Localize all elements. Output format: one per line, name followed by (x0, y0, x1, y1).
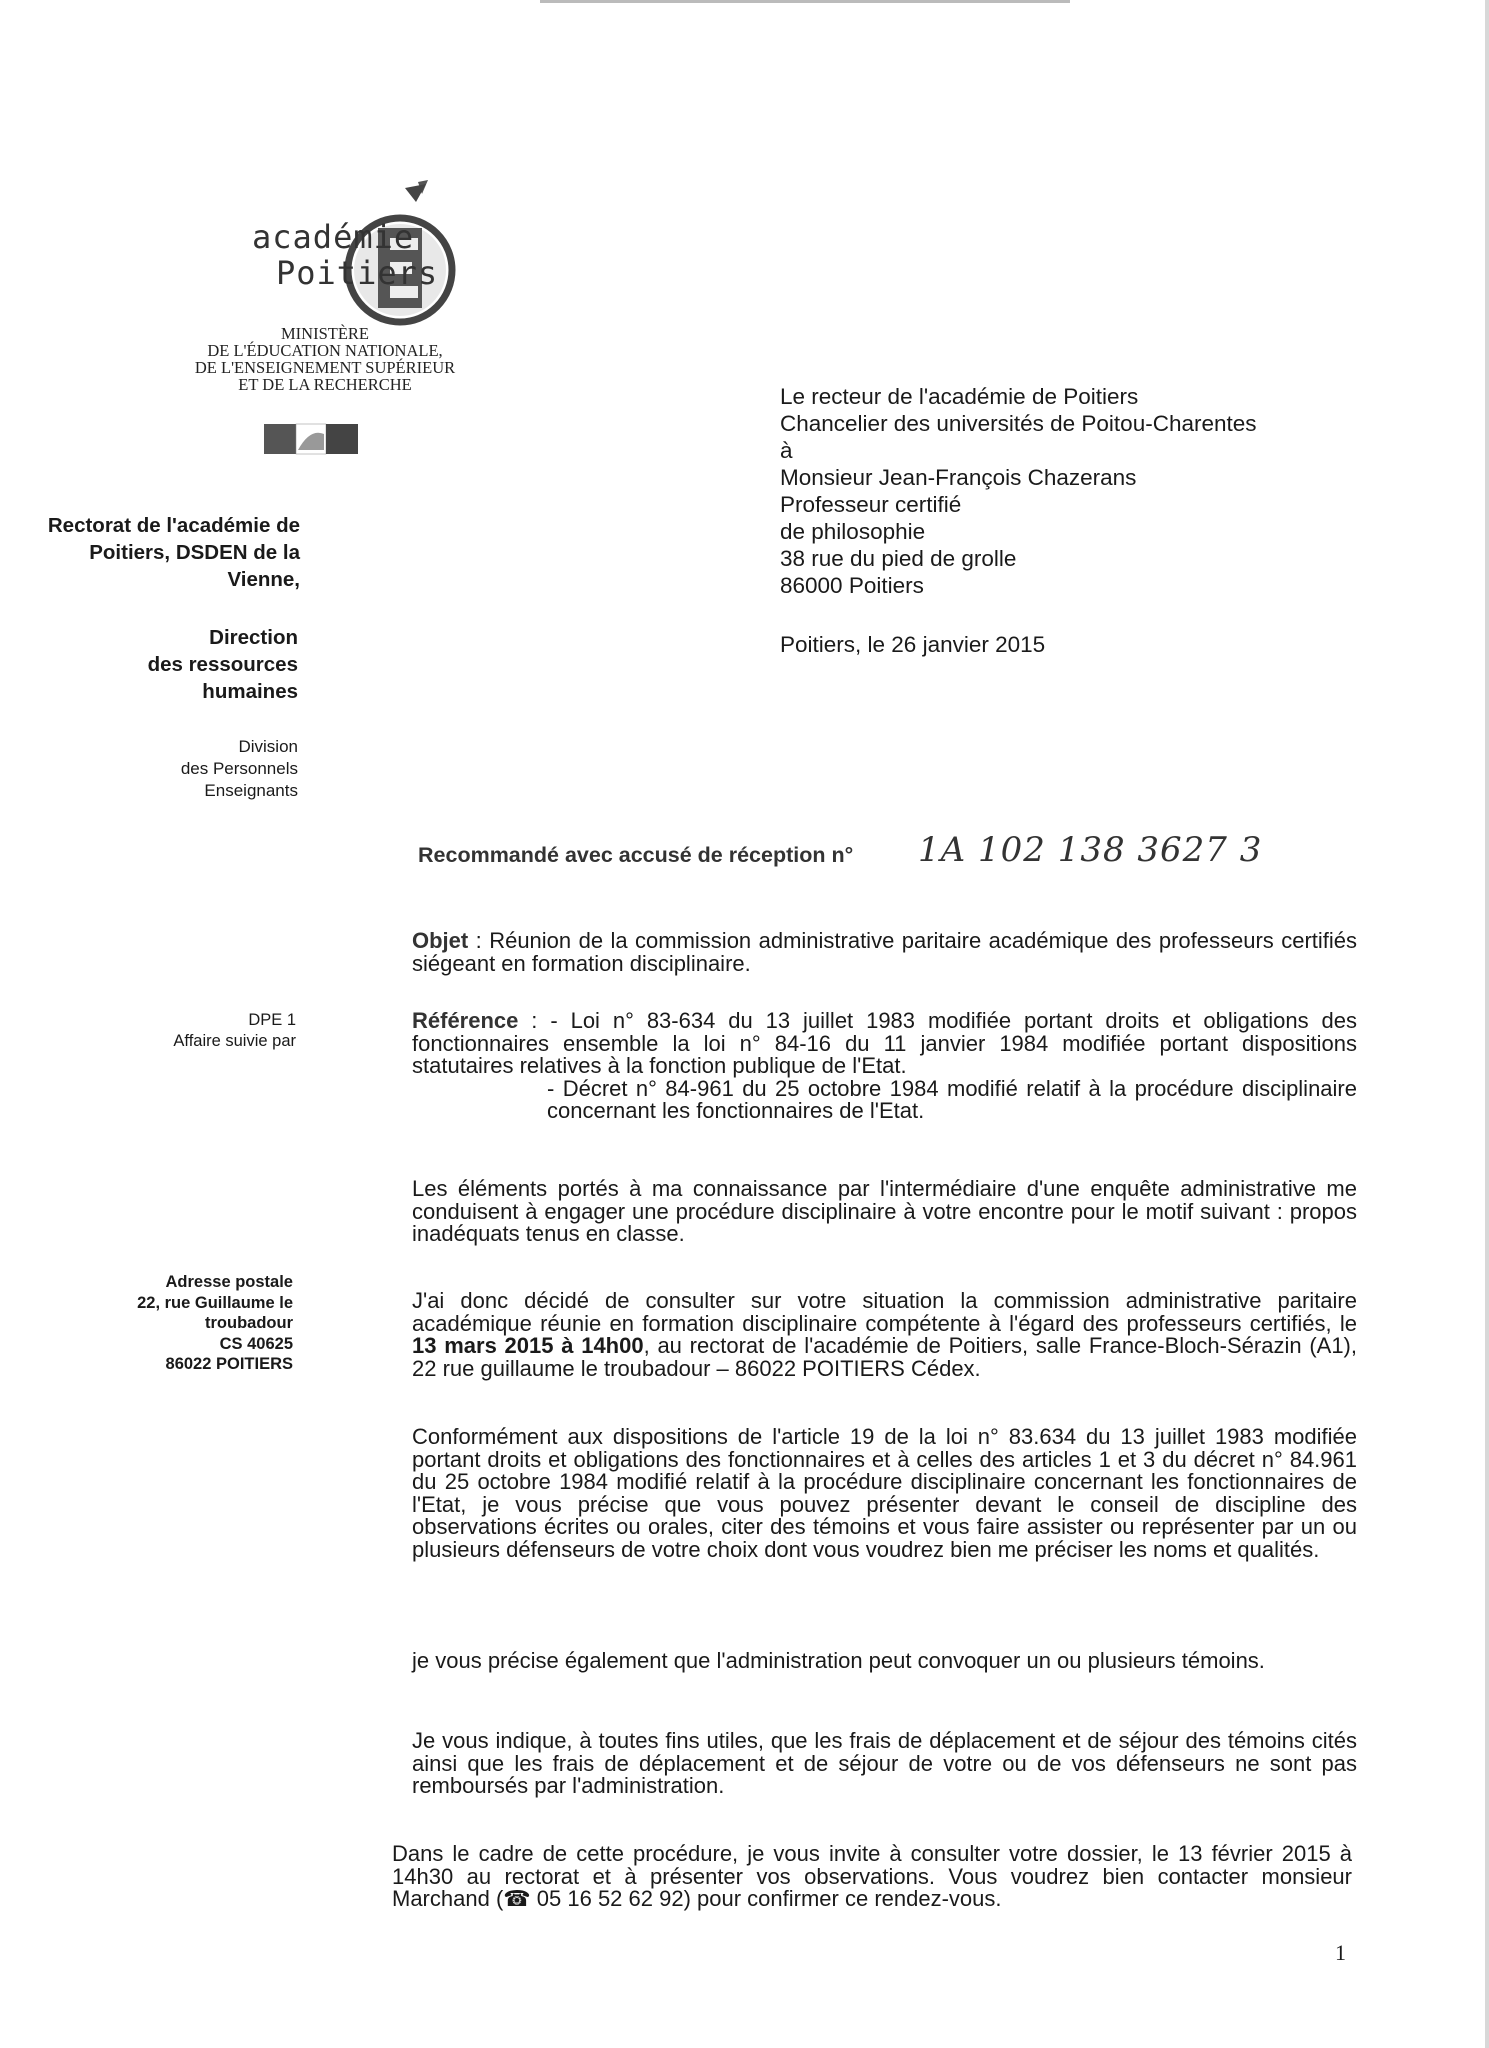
recipient-line: Professeur certifié (780, 492, 962, 517)
reference-text-decree: - Décret n° 84-961 du 25 octobre 1984 modifié relatif à la procédure disciplinaire concernant les fonctionnaires de l'Etat. (547, 1075, 1357, 1123)
sender-line: Direction (209, 626, 298, 649)
ministry-line: DE L'ENSEIGNEMENT SUPÉRIEUR (194, 358, 456, 377)
subject-label: Objet (412, 928, 469, 953)
academie-logo (250, 180, 465, 335)
body-paragraph: Dans le cadre de cette procédure, je vous invite à consulter votre dossier, le 13 février 2015 à 14h30 au rectorat et à présenter vos observations. Vous voudrez bien contacter monsieur Marchand (☎ 05 16 52 62 92) pour confirmer ce rendez-vous. (392, 1841, 1352, 1911)
recipient-block (780, 383, 1257, 599)
ministry-line: ET DE LA RECHERCHE (238, 375, 412, 394)
sender-line: Vienne, (227, 568, 300, 591)
hearing-paragraph (412, 1290, 1357, 1380)
recipient-line: Le recteur de l'académie de Poitiers (780, 384, 1139, 409)
recipient-line: Chancelier des universités de Poitou-Charentes (780, 411, 1257, 436)
body-paragraph: je vous précise également que l'administration peut convoquer un ou plusieurs témoins. (412, 1648, 1265, 1673)
marianne-logo (262, 420, 362, 482)
hearing-location: , au rectorat de l'académie de Poitiers, salle France-Bloch-Sérazin (A1), 22 rue guillaume le troubadour – 86022 POITIERS Cédex. (412, 1333, 1357, 1381)
scan-edge-top (540, 0, 1070, 3)
hearing-date: 13 mars 2015 à 14h00 (412, 1333, 644, 1358)
body-paragraph: Je vous indique, à toutes fins utiles, que les frais de déplacement et de séjour des témoins cités ainsi que les frais de déplacement et de séjour de votre ou de vos défenseurs ne sont pas remboursés par l'administration. (412, 1728, 1357, 1798)
recipient-line: Monsieur Jean-François Chazerans (780, 465, 1137, 490)
sender-line: Enseignants (204, 781, 298, 800)
sender-rectorat (30, 512, 300, 593)
logo-word-academie: académie (252, 218, 415, 256)
recipient-line: 86000 Poitiers (780, 573, 924, 598)
sender-line: DPE 1 (248, 1011, 296, 1029)
address-line: Adresse postale (165, 1273, 293, 1291)
sender-division (30, 736, 298, 802)
address-line: 86022 POITIERS (165, 1355, 293, 1373)
sender-line: Poitiers, DSDEN de la (89, 541, 300, 564)
postal-address (30, 1272, 293, 1375)
recipient-line: 38 rue du pied de grolle (780, 546, 1017, 571)
sender-line: des Personnels (180, 759, 298, 778)
marianne-icon (262, 420, 362, 460)
ministry-header (160, 325, 490, 393)
body-paragraph: Conformément aux dispositions de l'article 19 de la loi n° 83.634 du 13 juillet 1983 modifiée portant droits et obligations des fonctionnaires et à celles des articles 1 et 3 du décret n° 84.961 du 25 octobre 1984 modifié relatif à la procédure disciplinaire concernant les fonctionnaires de l'Etat, je vous précise que vous pouvez présenter devant le conseil de discipline des observations écrites ou orales, citer des témoins et vous faire assister ou représenter par un ou plusieurs défenseurs de votre choix dont vous voudrez bien me préciser les noms et qualités. (412, 1424, 1357, 1562)
reference-text-law: : - Loi n° 83-634 du 13 juillet 1983 modifiée portant droits et obligations des fonctionnaires ensemble la loi n° 84-16 du 11 janvier 1984 modifiée portant dispositions statutaires relatives à la fonction publique de l'Etat. (412, 1008, 1357, 1078)
page-number: 1 (1335, 1940, 1346, 1965)
letter-date: Poitiers, le 26 janvier 2015 (780, 632, 1046, 657)
recipient-line: à (780, 438, 793, 463)
sender-line: Division (238, 737, 298, 756)
case-handler-block (30, 1010, 296, 1052)
ministry-line: MINISTÈRE (281, 324, 369, 343)
reference-paragraph (412, 1010, 1357, 1123)
ministry-line: DE L'ÉDUCATION NATIONALE, (207, 341, 443, 360)
registered-mail-number: 1A 102 138 3627 3 (918, 830, 1263, 870)
sender-line: humaines (202, 680, 298, 703)
scan-edge-right (1485, 0, 1489, 2048)
hearing-text: J'ai donc décidé de consulter sur votre situation la commission administrative paritaire académique réunie en formation disciplinaire compétente à l'égard des professeurs certifiés, le (412, 1288, 1357, 1336)
address-line: 22, rue Guillaume le (137, 1293, 293, 1312)
logo-word-poitiers: Poitiers (276, 254, 439, 292)
sender-line: Affaire suivie par (173, 1032, 296, 1050)
sender-direction (30, 624, 298, 705)
address-line: troubadour (205, 1314, 293, 1332)
subject-paragraph (412, 930, 1357, 975)
body-paragraph: Les éléments portés à ma connaissance par l'intermédiaire d'une enquête administrative me conduisent à engager une procédure disciplinaire à votre encontre pour le motif suivant : propos inadéquats tenus en classe. (412, 1176, 1357, 1246)
registered-mail-label: Recommandé avec accusé de réception n° (418, 843, 854, 867)
sender-line: des ressources (147, 653, 298, 676)
address-line: CS 40625 (219, 1334, 293, 1353)
sender-line: Rectorat de l'académie de (47, 514, 300, 537)
recipient-line: de philosophie (780, 519, 926, 544)
reference-label: Référence (412, 1008, 519, 1033)
subject-text: : Réunion de la commission administrative paritaire académique des professeurs certifiés siégeant en formation disciplinaire. (412, 928, 1357, 976)
